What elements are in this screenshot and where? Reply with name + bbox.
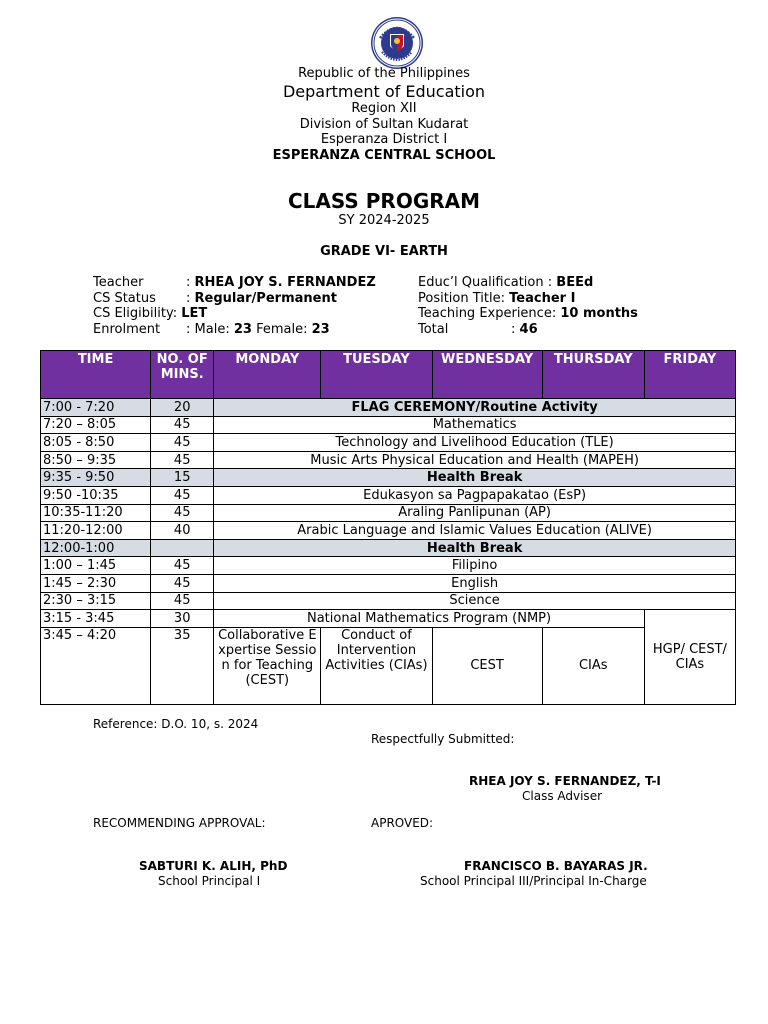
status-label: CS Status xyxy=(93,291,156,306)
row-mins: 45 xyxy=(151,486,214,504)
teacher-label: Teacher xyxy=(93,275,144,290)
row-mins: 45 xyxy=(151,557,214,575)
eligibility-row xyxy=(93,306,207,321)
table-row xyxy=(41,504,736,522)
header-thursday: THURSDAY xyxy=(542,351,644,399)
row-time: 3:15 - 3:45 xyxy=(41,610,151,628)
colon: : xyxy=(186,322,191,337)
school-year: SY 2024-2025 xyxy=(338,213,430,228)
status-value: Regular/Permanent xyxy=(194,291,337,306)
row-subject: Music Arts Physical Education and Health (MAPEH) xyxy=(214,451,736,469)
row-subject: Technology and Livelihood Education (TLE) xyxy=(214,434,736,452)
eligibility-value: LET xyxy=(181,306,208,321)
row-time: 7:20 – 8:05 xyxy=(41,416,151,434)
wednesday-cell: CEST xyxy=(432,627,542,704)
table-row xyxy=(41,399,736,417)
approved-label: APROVED: xyxy=(371,816,434,830)
adviser-title: Class Adviser xyxy=(522,789,603,803)
header-friday: FRIDAY xyxy=(644,351,735,399)
enrolment-value-row xyxy=(186,322,330,337)
total-value: 46 xyxy=(519,322,538,337)
class-program-table xyxy=(40,350,736,705)
header-mins: NO. OF MINS. xyxy=(151,351,214,399)
recommending-approval: RECOMMENDING APPROVAL: xyxy=(93,816,266,830)
row-subject: Edukasyon sa Pagpapakatao (EsP) xyxy=(214,486,736,504)
table-row xyxy=(41,469,736,487)
colon: : xyxy=(500,291,505,306)
position-label: Position Title xyxy=(418,291,501,306)
experience-value: 10 months xyxy=(560,306,638,321)
principal1-title: School Principal I xyxy=(158,874,261,888)
row-subject: Health Break xyxy=(214,539,736,557)
experience-row xyxy=(418,306,638,321)
row-mins: 45 xyxy=(151,504,214,522)
republic-line: Republic of the Philippines xyxy=(298,66,470,81)
row-time: 12:00-1:00 xyxy=(41,539,151,557)
teacher-value: RHEA JOY S. FERNANDEZ xyxy=(194,275,376,290)
row-mins xyxy=(151,539,214,557)
status-value-row xyxy=(186,291,337,306)
row-time: 1:45 – 2:30 xyxy=(41,574,151,592)
row-subject: Arabic Language and Islamic Values Education (ALIVE) xyxy=(214,522,736,540)
row-subject: National Mathematics Program (NMP) xyxy=(214,610,645,628)
position-row xyxy=(418,291,575,306)
division-line: Division of Sultan Kudarat xyxy=(299,117,469,132)
adviser-name: RHEA JOY S. FERNANDEZ, T-I xyxy=(469,774,661,788)
respectfully-submitted: Respectfully Submitted: xyxy=(371,732,515,746)
table-row xyxy=(41,416,736,434)
colon: : xyxy=(186,291,191,306)
deped-seal-logo xyxy=(370,16,424,70)
principal2-name: FRANCISCO B. BAYARAS JR. xyxy=(464,859,648,873)
row-subject: Filipino xyxy=(214,557,736,575)
row-subject: English xyxy=(214,574,736,592)
row-subject: Araling Panlipunan (AP) xyxy=(214,504,736,522)
row-mins: 35 xyxy=(151,627,214,704)
district-line: Esperanza District I xyxy=(320,132,448,147)
female-value: 23 xyxy=(311,322,330,337)
header-tuesday: TUESDAY xyxy=(321,351,432,399)
table-row xyxy=(41,522,736,540)
principal2-title: School Principal III/Principal In-Charge xyxy=(420,874,647,888)
male-label: Male: xyxy=(194,322,230,337)
row-mins: 15 xyxy=(151,469,214,487)
colon: : xyxy=(511,322,516,337)
colon: : xyxy=(547,275,553,290)
row-time: 8:05 - 8:50 xyxy=(41,434,151,452)
header-monday: MONDAY xyxy=(214,351,321,399)
table-row xyxy=(41,557,736,575)
position-value: Teacher I xyxy=(509,291,576,306)
row-mins: 40 xyxy=(151,522,214,540)
reference-note: Reference: D.O. 10, s. 2024 xyxy=(93,717,259,731)
region-line: Region XII xyxy=(351,101,417,116)
table-row xyxy=(41,592,736,610)
row-time: 11:20-12:00 xyxy=(41,522,151,540)
educ-value: BEEd xyxy=(556,275,594,290)
table-row xyxy=(41,486,736,504)
table-row xyxy=(41,539,736,557)
row-mins: 45 xyxy=(151,574,214,592)
row-time: 2:30 – 3:15 xyxy=(41,592,151,610)
table-header-row xyxy=(41,351,736,399)
principal1-name: SABTURI K. ALIH, PhD xyxy=(139,859,288,873)
male-value: 23 xyxy=(233,322,252,337)
row-mins: 20 xyxy=(151,399,214,417)
enrolment-label: Enrolment xyxy=(93,322,161,337)
experience-label: Teaching Experience: xyxy=(418,306,557,321)
grade-section: GRADE VI- EARTH xyxy=(320,244,448,259)
teacher-value-row xyxy=(186,275,376,290)
thursday-cell: CIAs xyxy=(542,627,644,704)
total-value-row xyxy=(511,322,538,337)
row-mins: 45 xyxy=(151,416,214,434)
educ-row xyxy=(418,275,593,290)
row-mins: 45 xyxy=(151,451,214,469)
row-time: 9:50 -10:35 xyxy=(41,486,151,504)
total-label: Total xyxy=(418,322,449,337)
table-row xyxy=(41,451,736,469)
row-mins: 45 xyxy=(151,434,214,452)
header-time: TIME xyxy=(41,351,151,399)
row-time: 8:50 – 9:35 xyxy=(41,451,151,469)
tuesday-cell: Conduct of Intervention Activities (CIAs) xyxy=(321,627,432,704)
school-name: ESPERANZA CENTRAL SCHOOL xyxy=(272,148,496,163)
monday-cell: Collaborative Expertise Session for Teaching (CEST) xyxy=(214,627,321,704)
colon: : xyxy=(186,275,191,290)
row-subject: Mathematics xyxy=(214,416,736,434)
row-mins: 30 xyxy=(151,610,214,628)
educ-label: Educ’l Qualification xyxy=(418,275,544,290)
department-name: Department of Education xyxy=(282,82,486,101)
table-row xyxy=(41,574,736,592)
friday-cell: HGP/ CEST/ CIAs xyxy=(644,610,735,705)
row-subject: Health Break xyxy=(214,469,736,487)
page-title: CLASS PROGRAM xyxy=(287,189,481,213)
row-mins: 45 xyxy=(151,592,214,610)
row-time: 10:35-11:20 xyxy=(41,504,151,522)
row-subject: FLAG CEREMONY/Routine Activity xyxy=(214,399,736,417)
row-time: 9:35 - 9:50 xyxy=(41,469,151,487)
row-time: 7:00 - 7:20 xyxy=(41,399,151,417)
table-row xyxy=(41,610,736,628)
female-label: Female: xyxy=(256,322,308,337)
row-subject: Science xyxy=(214,592,736,610)
table-row xyxy=(41,627,736,704)
eligibility-label: CS Eligibility: xyxy=(93,306,178,321)
row-time: 1:00 – 1:45 xyxy=(41,557,151,575)
header-wednesday: WEDNESDAY xyxy=(432,351,542,399)
row-time: 3:45 – 4:20 xyxy=(41,627,151,704)
table-row xyxy=(41,434,736,452)
